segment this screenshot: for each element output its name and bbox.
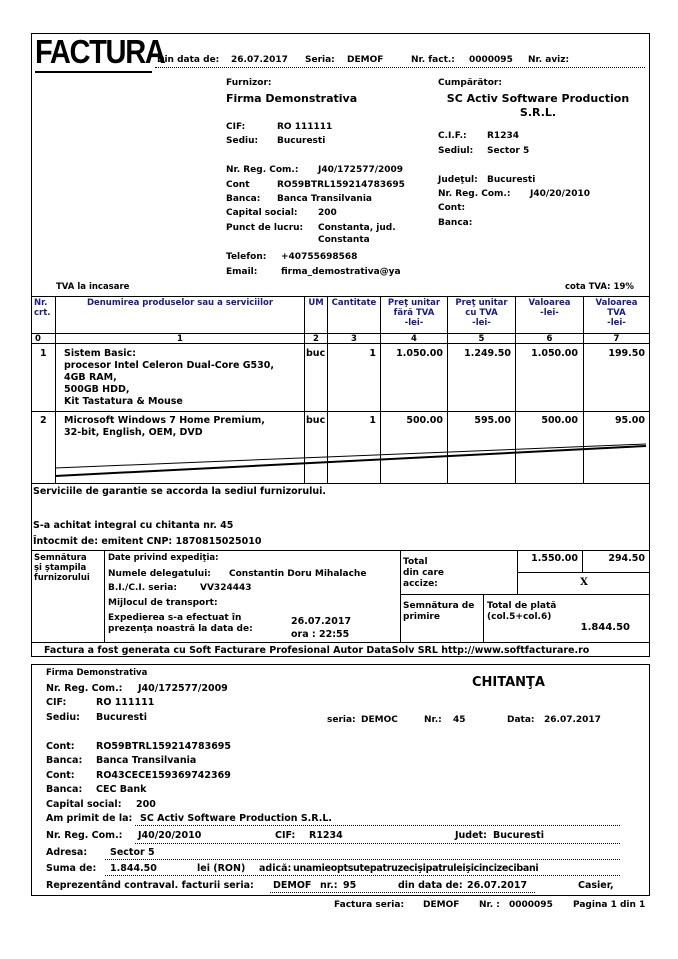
- shipped-time: ora : 22:55: [291, 629, 350, 640]
- grand-total-label: Total de plată (col.5+col.6): [487, 601, 557, 622]
- sum: 1.844.50: [110, 863, 157, 874]
- row-divider: [31, 411, 650, 412]
- supplier-reg-label: Nr. Reg. Com.:: [226, 165, 299, 175]
- row-nr: 1: [40, 348, 47, 359]
- pager-page: Pagina 1 din 1: [573, 900, 646, 910]
- buyer-cif-label: C.I.F.:: [438, 131, 467, 141]
- table-top: [31, 296, 650, 297]
- invoice-title: FACTURA: [35, 33, 165, 70]
- transport-label: Mijlocul de transport:: [108, 598, 218, 608]
- buyer-heading: Cumpărător:: [438, 78, 502, 88]
- pager-series: DEMOF: [423, 900, 460, 910]
- row-qty: 1: [369, 415, 376, 426]
- row-value: 1.050.00: [531, 348, 578, 359]
- col-num-3: 3: [351, 334, 357, 344]
- supplier-bank: Banca Transilvania: [277, 194, 372, 204]
- invoice-date: 26.07.2017: [231, 55, 288, 65]
- title-underline: [35, 71, 152, 73]
- row-qty: 1: [369, 348, 376, 359]
- supplier-seat: Bucuresti: [277, 136, 326, 146]
- received-label: Am primit de la:: [46, 813, 133, 824]
- col-num-4: 4: [411, 334, 417, 344]
- col-num-5: 5: [478, 334, 485, 344]
- receipt-acc1-label: Cont:: [46, 741, 75, 752]
- supplier-name: Firma Demonstrativa: [226, 92, 358, 105]
- buyer-name-2: S.R.L.: [519, 106, 557, 119]
- row-name: Sistem Basic: procesor Intel Celeron Dual-Core G530, 4GB RAM, 500GB HDD, Kit Tastatura & Mouse: [64, 348, 274, 407]
- empty-rows-strike: [31, 440, 650, 484]
- repr-nr-label: nr.:: [320, 880, 338, 891]
- supplier-workpoint-label: Punct de lucru:: [226, 223, 304, 233]
- supplier-workpoint-1: Constanta, jud.: [318, 223, 396, 233]
- receipt-series-label: seria:: [327, 715, 356, 725]
- supplier-capital: 200: [318, 208, 337, 218]
- repr-nr: 95: [343, 880, 357, 891]
- dotted-line: [105, 875, 620, 876]
- id-label: B.I./C.I. seria:: [108, 583, 177, 593]
- supplier-email: firma_demostrativa@ya: [281, 267, 401, 277]
- buyer-cif: R1234: [309, 830, 343, 841]
- words-label: adică:: [259, 863, 292, 874]
- receipt-bank1-label: Banca:: [46, 755, 83, 766]
- dotted-line: [105, 859, 620, 860]
- buyer-bank-label: Banca:: [438, 218, 473, 228]
- receipt-nr-label: Nr.:: [424, 715, 442, 725]
- sum-in-words: unamieoptsutepatruzecişipatruleişicincizecibani: [293, 863, 539, 874]
- col-header-price: Preţ unitar fără TVA -lei-: [387, 298, 441, 328]
- row-price: 500.00: [406, 415, 443, 426]
- pager-nr: 0000095: [509, 900, 553, 910]
- pager-nr-label: Nr. :: [479, 900, 500, 910]
- number-label: Nr. fact.:: [411, 55, 455, 65]
- header-dots: [155, 67, 645, 68]
- row-value: 500.00: [541, 415, 578, 426]
- receipt-date-label: Data:: [507, 715, 535, 725]
- delegate-label: Numele delegatului:: [108, 569, 211, 579]
- footer-divider: [400, 594, 650, 595]
- supplier-capital-label: Capital social:: [226, 208, 298, 218]
- receipt-bank2: CEC Bank: [96, 784, 147, 795]
- supplier-heading: Furnizor:: [226, 78, 272, 88]
- receipt-series: DEMOC: [361, 715, 398, 725]
- supplier-phone-label: Telefon:: [226, 252, 267, 262]
- receipt-acc1: RO59BTRL159214783695: [96, 741, 232, 752]
- row-nr: 2: [40, 415, 47, 426]
- supplier-phone: +40755698568: [281, 252, 358, 262]
- receipt-bank1: Banca Transilvania: [96, 755, 197, 766]
- row-price-vat: 1.249.50: [464, 348, 511, 359]
- warranty-note: Serviciile de garantie se accorda la sediul furnizorului.: [33, 486, 326, 497]
- grand-total-value: 1.844.50: [580, 622, 630, 633]
- vat-mode: TVA la incasare: [56, 282, 130, 292]
- buyer-reg-label: Nr. Reg. Com.:: [46, 830, 123, 841]
- aviz-label: Nr. aviz:: [528, 55, 570, 65]
- date-label: Din data de:: [157, 55, 220, 65]
- row-um: buc: [306, 415, 326, 426]
- receipt-cif-label: CIF:: [46, 697, 67, 708]
- row-vat: 95.00: [614, 415, 645, 426]
- received-from: SC Activ Software Production S.R.L.: [140, 813, 333, 824]
- buyer-cif: R1234: [487, 131, 519, 141]
- supplier-account-label: Cont: [226, 180, 250, 190]
- dotted-line: [270, 892, 535, 893]
- receipt-nr: 45: [453, 715, 466, 725]
- col-num-1: 1: [177, 334, 183, 344]
- footer-bottom: [31, 642, 650, 643]
- shipped-label: Expedierea s-a efectuat în prezenţa noastră la data de:: [108, 613, 253, 634]
- footer-divider: [517, 572, 650, 573]
- receipt-seat: Bucuresti: [96, 712, 147, 723]
- receipt-acc2-label: Cont:: [46, 770, 75, 781]
- address-label: Adresa:: [46, 847, 88, 858]
- buyer-seat-label: Sediul:: [438, 146, 474, 156]
- buyer-reg-label: Nr. Reg. Com.:: [438, 189, 511, 199]
- col-header-name: Denumirea produselor sau a serviciilor: [86, 298, 274, 308]
- footer-divider: [104, 550, 105, 642]
- buyer-seat: Sector 5: [487, 146, 530, 156]
- paid-note: S-a achitat integral cu chitanta nr. 45: [33, 520, 234, 531]
- col-num-2: 2: [313, 334, 319, 344]
- repr-label: Reprezentând contraval. facturii seria:: [46, 880, 254, 891]
- row-price-vat: 595.00: [474, 415, 511, 426]
- buyer-account-label: Cont:: [438, 203, 466, 213]
- footer-divider: [483, 594, 484, 642]
- repr-date: 26.07.2017: [467, 880, 528, 891]
- pager-series-label: Factura seria:: [334, 900, 405, 910]
- col-header-value: Valoarea -lei-: [528, 298, 571, 318]
- supplier-sign-label: Semnătura şi ştampila furnizorului: [34, 553, 90, 583]
- currency: lei (RON): [197, 863, 246, 874]
- expedition-label: Date privind expediţia:: [108, 553, 219, 563]
- total-label: Total din care accize:: [403, 557, 445, 589]
- buyer-county-label: Judet:: [455, 830, 487, 841]
- buyer-sign-label: Semnătura de primire: [403, 601, 475, 622]
- issued-note: Întocmit de: emitent CNP: 1870815025010: [33, 536, 262, 547]
- supplier-reg: J40/172577/2009: [318, 165, 404, 175]
- col-header-nr: Nr. crt.: [34, 298, 51, 318]
- dotted-line: [135, 843, 620, 844]
- invoice-number: 0000095: [469, 55, 513, 65]
- row-vat: 199.50: [608, 348, 645, 359]
- receipt-reg-label: Nr. Reg. Com.:: [46, 683, 123, 694]
- receipt-cif: RO 111111: [96, 697, 155, 708]
- excise-mark: X: [580, 577, 588, 588]
- receipt-reg: J40/172577/2009: [138, 683, 228, 694]
- dotted-line: [135, 825, 620, 826]
- col-header-price-vat: Preţ unitar cu TVA -lei-: [455, 298, 508, 328]
- buyer-county: Bucuresti: [487, 175, 536, 185]
- receipt-bank2-label: Banca:: [46, 784, 83, 795]
- col-header-qty: Cantitate: [331, 298, 377, 308]
- receipt-title: CHITANŢA: [472, 675, 545, 690]
- total-value: 1.550.00: [531, 553, 578, 564]
- series-label: Seria:: [305, 55, 335, 65]
- address: Sector 5: [110, 847, 155, 858]
- repr-series: DEMOF: [273, 880, 312, 891]
- row-price: 1.050.00: [396, 348, 443, 359]
- invoice-series: DEMOF: [347, 55, 384, 65]
- receipt-acc2: RO43CECE159369742369: [96, 770, 231, 781]
- repr-date-label: din data de:: [398, 880, 463, 891]
- buyer-county: Bucuresti: [493, 830, 544, 841]
- buyer-county-label: Judeţul:: [438, 175, 478, 185]
- supplier-workpoint-2: Constanta: [318, 235, 370, 245]
- receipt-company: Firma Demonstrativa: [46, 668, 148, 678]
- supplier-cif: RO 111111: [277, 122, 333, 132]
- buyer-cif-label: CIF:: [275, 830, 296, 841]
- supplier-cif-label: CIF:: [226, 122, 246, 132]
- buyer-reg: J40/20/2010: [138, 830, 202, 841]
- receipt-date: 26.07.2017: [544, 715, 601, 725]
- supplier-account: RO59BTRL159214783695: [277, 180, 405, 190]
- receipt-capital: 200: [136, 799, 156, 810]
- col-num-7: 7: [613, 334, 620, 344]
- sum-label: Suma de:: [46, 863, 97, 874]
- shipped-date: 26.07.2017: [291, 616, 352, 627]
- total-vat: 294.50: [608, 553, 645, 564]
- delegate-name: Constantin Doru Mihalache: [229, 569, 367, 579]
- receipt-capital-label: Capital social:: [46, 799, 122, 810]
- row-um: buc: [306, 348, 326, 359]
- generated-note: Factura a fost generata cu Soft Facturare Profesional Autor DataSolv SRL http://www.softfacturare.ro: [44, 645, 590, 656]
- buyer-reg: J40/20/2010: [530, 189, 591, 199]
- id-series: VV324443: [200, 583, 252, 593]
- footer-top: [31, 550, 650, 551]
- vat-rate: cota TVA: 19%: [565, 282, 634, 292]
- supplier-seat-label: Sediu:: [226, 136, 259, 146]
- receipt-seat-label: Sediu:: [46, 712, 80, 723]
- col-num-0: 0: [35, 334, 41, 344]
- footer-divider: [400, 550, 401, 642]
- supplier-bank-label: Banca:: [226, 194, 261, 204]
- row-name: Microsoft Windows 7 Home Premium, 32-bit, English, OEM, DVD: [64, 415, 265, 438]
- supplier-email-label: Email:: [226, 267, 258, 277]
- col-header-um: UM: [308, 298, 324, 308]
- buyer-name-1: SC Activ Software Production: [446, 92, 630, 105]
- cashier-label: Casier,: [578, 880, 614, 891]
- col-num-6: 6: [546, 334, 553, 344]
- col-header-vat: Valoarea TVA -lei-: [595, 298, 638, 328]
